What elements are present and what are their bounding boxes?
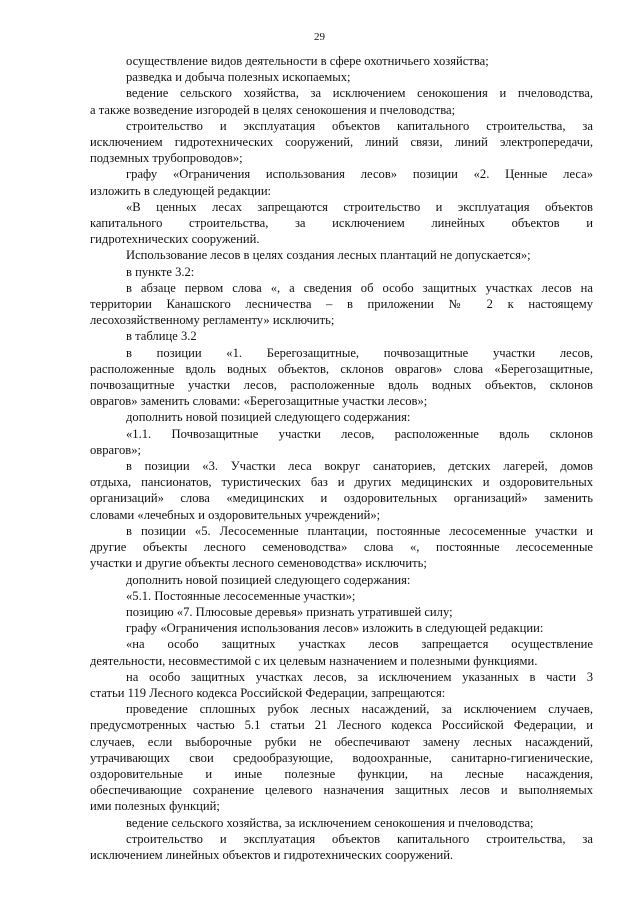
- paragraph: [90, 247, 593, 263]
- paragraph: [90, 328, 593, 344]
- text-line: организаций» слова «медицинских и оздоровительных организаций» заменить: [90, 491, 593, 506]
- text-line: ведение сельского хозяйства, за исключением сенокошения и пчеловодства;: [126, 815, 534, 830]
- text-line: деятельности, несовместимой с их целевым назначением и полезными функциями.: [90, 653, 538, 668]
- text-line: ими полезных функций;: [90, 799, 220, 814]
- paragraph: [90, 345, 593, 410]
- paragraph: [90, 572, 593, 588]
- text-line: осуществление видов деятельности в сфере охотничьего хозяйства;: [126, 54, 489, 68]
- text-line: оздоровительные и иные полезные функции, на лесные насаждения,: [90, 766, 593, 781]
- text-line: лесохозяйственному регламенту» исключить;: [90, 313, 335, 328]
- paragraph: [90, 701, 593, 814]
- document-body: [90, 53, 593, 863]
- text-line: разведка и добыча полезных ископаемых;: [126, 70, 351, 85]
- text-line: Использование лесов в целях создания лесных плантаций не допускается»;: [126, 248, 531, 263]
- text-line: графу «Ограничения использования лесов» позиции «2. Ценные леса»: [126, 167, 593, 182]
- paragraph: [90, 69, 593, 85]
- text-line: дополнить новой позицией следующего содержания:: [126, 572, 411, 587]
- page-number: 29: [314, 31, 325, 43]
- text-line: отдыха, пансионатов, туристических баз и других медицинских и оздоровительных: [90, 475, 593, 490]
- text-line: словами «лечебных и оздоровительных учреждений»;: [90, 507, 381, 522]
- text-line: дополнить новой позицией следующего содержания:: [126, 410, 411, 425]
- paragraph: [90, 53, 593, 69]
- paragraph: [90, 409, 593, 425]
- paragraph: [90, 815, 593, 831]
- text-line: «В ценных лесах запрещаются строительство и эксплуатация объектов: [126, 199, 593, 214]
- text-line: строительство и эксплуатация объектов капитального строительства, за: [126, 831, 593, 846]
- text-line: оврагов»;: [90, 442, 142, 457]
- text-line: «1.1. Почвозащитные участки лесов, расположенные вдоль склонов: [126, 426, 593, 441]
- text-line: подземных трубопроводов»;: [90, 151, 243, 166]
- text-line: на особо защитных участках лесов, за исключением указанных в части 3: [126, 669, 593, 684]
- text-line: случаев, если выборочные рубки не обеспечивают замену лесных насаждений,: [90, 734, 593, 749]
- paragraph: [90, 85, 593, 117]
- text-line: ведение сельского хозяйства, за исключением сенокошения и пчеловодства,: [126, 86, 593, 101]
- paragraph: [90, 118, 593, 167]
- paragraph: [90, 280, 593, 329]
- paragraph: [90, 620, 593, 636]
- paragraph: [90, 831, 593, 863]
- text-line: в пункте 3.2:: [126, 264, 195, 279]
- text-line: а также возведение изгородей в целях сенокошения и пчеловодства;: [90, 102, 456, 117]
- text-line: строительство и эксплуатация объектов капитального строительства, за: [126, 118, 593, 133]
- text-line: расположенные вдоль водных объектов, склонов оврагов» слова «Берегозащитные,: [90, 361, 593, 376]
- text-line: исключением гидротехнических сооружений, линий связи, линий электропередачи,: [90, 135, 593, 150]
- text-line: статьи 119 Лесного кодекса Российской Федерации, запрещаются:: [90, 685, 446, 700]
- text-line: «5.1. Постоянные лесосеменные участки»;: [126, 588, 356, 603]
- paragraph: [90, 588, 593, 604]
- paragraph: [90, 199, 593, 248]
- text-line: обеспечивающие сохранение целевого назначения защитных лесов и выполняемых: [90, 783, 593, 798]
- text-line: оврагов» заменить словами: «Берегозащитные участки лесов»;: [90, 394, 428, 409]
- paragraph: [90, 166, 593, 198]
- paragraph: [90, 636, 593, 668]
- text-line: почвозащитные участки лесов, расположенные вдоль водных объектов, склонов: [90, 378, 593, 393]
- text-line: «на особо защитных участках лесов запрещается осуществление: [126, 637, 593, 652]
- paragraph: [90, 523, 593, 572]
- paragraph: [90, 669, 593, 701]
- paragraph: [90, 604, 593, 620]
- text-line: капитального строительства, за исключением линейных объектов и: [90, 216, 593, 231]
- text-line: участки и другие объекты лесного семеноводства» исключить;: [90, 556, 427, 571]
- text-line: позицию «7. Плюсовые деревья» признать утратившей силу;: [126, 604, 453, 619]
- text-line: в позиции «1. Берегозащитные, почвозащитные участки лесов,: [126, 345, 593, 360]
- text-line: предусмотренных частью 5.1 статьи 21 Лесного кодекса Российской Федерации, и: [90, 718, 593, 733]
- text-line: исключением линейных объектов и гидротехнических сооружений.: [90, 847, 454, 862]
- text-line: в позиции «3. Участки леса вокруг санаториев, детских лагерей, домов: [126, 459, 593, 474]
- text-line: графу «Ограничения использования лесов» изложить в следующей редакции:: [126, 621, 544, 636]
- text-line: территории Канашского лесничества – в приложении № 2 к настоящему: [90, 297, 593, 312]
- paragraph: [90, 458, 593, 523]
- text-line: гидротехнических сооружений.: [90, 232, 260, 247]
- text-line: утрачивающих свои средообразующие, водоохранные, санитарно-гигиенические,: [90, 750, 593, 765]
- text-line: проведение сплошных рубок лесных насаждений, за исключением случаев,: [126, 702, 593, 717]
- paragraph: [90, 264, 593, 280]
- text-line: в позиции «5. Лесосеменные плантации, постоянные лесосеменные участки и: [126, 523, 593, 538]
- text-line: в абзаце первом слова «, а сведения об особо защитных участках лесов на: [126, 280, 593, 295]
- text-line: изложить в следующей редакции:: [90, 183, 272, 198]
- text-line: в таблице 3.2: [126, 329, 197, 344]
- text-line: другие объекты лесного семеноводства» слова «, постоянные лесосеменные: [90, 540, 593, 555]
- paragraph: [90, 426, 593, 458]
